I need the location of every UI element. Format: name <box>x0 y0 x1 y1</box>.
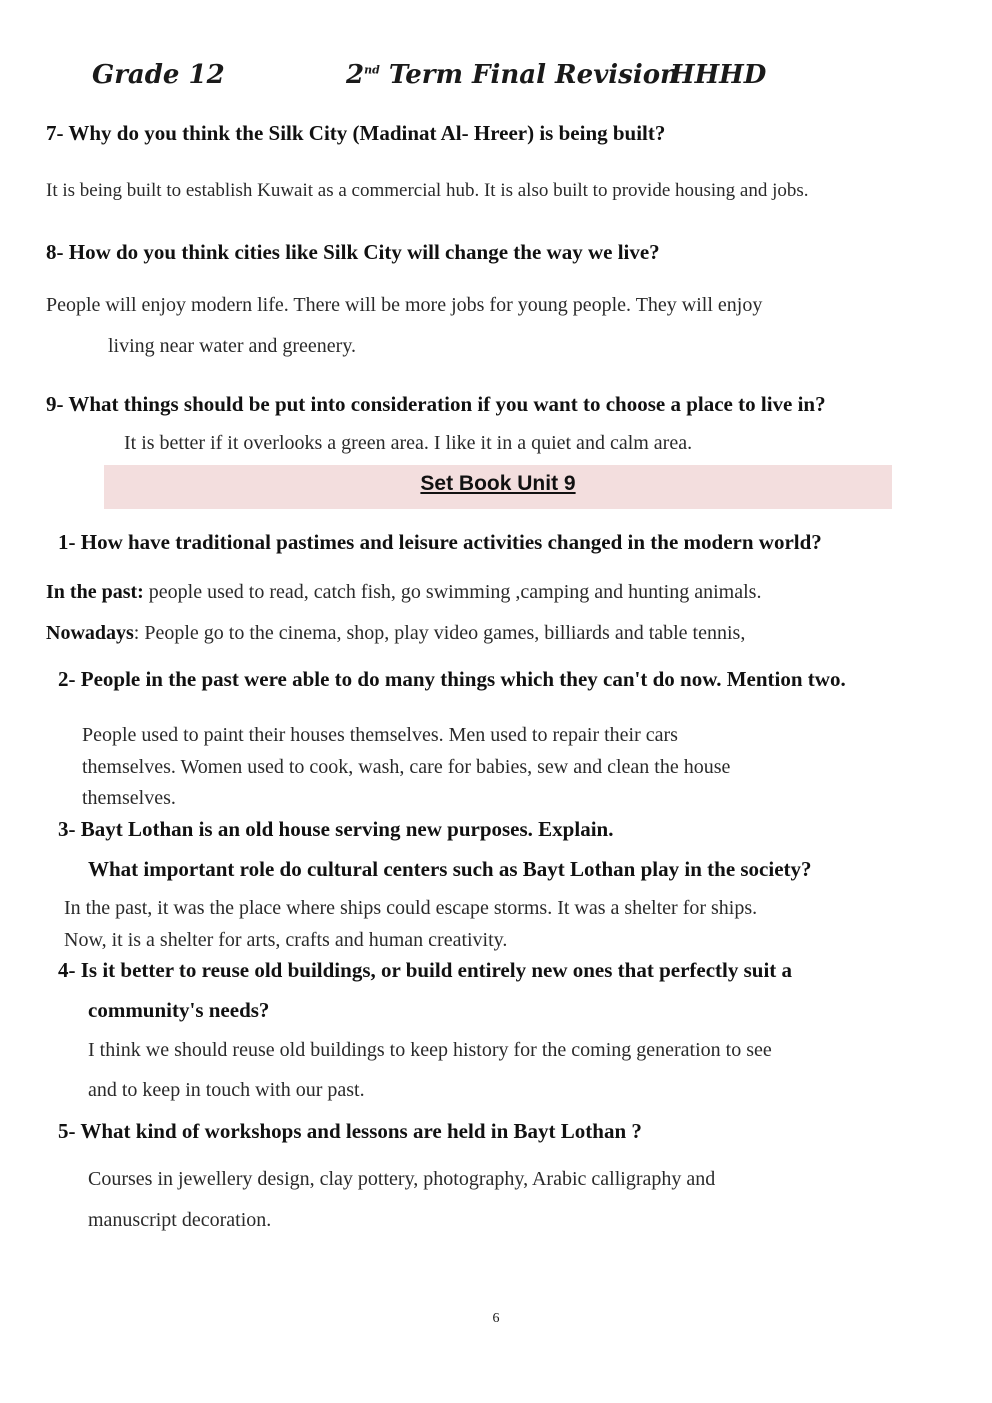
now-text: : People go to the cinema, shop, play video games, billiards and table tennis, <box>133 622 746 644</box>
unit9-question-3: 3- Bayt Lothan is an old house serving new purposes. Explain. <box>58 817 614 841</box>
author-initials: HHHD <box>670 60 767 90</box>
unit9-answer-1-now <box>46 622 745 645</box>
now-label: Nowadays <box>46 622 134 644</box>
question-8: 8- How do you think cities like Silk City will change the way we live? <box>46 240 660 264</box>
term-title <box>346 60 679 90</box>
unit9-answer-5-line-1: Courses in jewellery design, clay pottery, photography, Arabic calligraphy and <box>88 1168 716 1190</box>
question-7: 7- Why do you think the Silk City (Madinat Al- Hreer) is being built? <box>46 121 666 145</box>
unit9-answer-2-line-3: themselves. <box>82 787 176 809</box>
unit9-question-5: 5- What kind of workshops and lessons are held in Bayt Lothan ? <box>58 1119 642 1143</box>
grade-label: Grade 12 <box>92 60 225 90</box>
term-title-text: Term Final Revision <box>388 60 679 90</box>
unit9-answer-2-line-1: People used to paint their houses themselves. Men used to repair their cars <box>82 724 678 746</box>
unit9-question-2: 2- People in the past were able to do many things which they can't do now. Mention two. <box>58 667 846 691</box>
past-label: In the past: <box>46 581 144 603</box>
answer-9: It is better if it overlooks a green area. I like it in a quiet and calm area. <box>124 432 693 454</box>
unit9-answer-5-line-2: manuscript decoration. <box>88 1209 272 1231</box>
unit9-question-4-line-2: community's needs? <box>88 998 270 1022</box>
term-suffix: nd <box>364 63 380 77</box>
answer-8-line-2: living near water and greenery. <box>108 335 357 357</box>
unit9-answer-3-line-1: In the past, it was the place where ships could escape storms. It was a shelter for ships. <box>64 897 758 919</box>
unit9-answer-4-line-1: I think we should reuse old buildings to keep history for the coming generation to see <box>88 1039 772 1061</box>
unit9-answer-2-line-2: themselves. Women used to cook, wash, care for babies, sew and clean the house <box>82 756 731 778</box>
unit9-answer-1-past <box>46 581 761 604</box>
term-number: 2 <box>346 60 365 90</box>
unit9-question-1: 1- How have traditional pastimes and leisure activities changed in the modern world? <box>58 530 822 554</box>
unit9-question-3b: What important role do cultural centers such as Bayt Lothan play in the society? <box>88 857 812 881</box>
answer-7: It is being built to establish Kuwait as a commercial hub. It is also built to provide housing and jobs. <box>46 180 809 201</box>
unit9-question-4-line-1: 4- Is it better to reuse old buildings, or build entirely new ones that perfectly suit a <box>58 958 793 982</box>
unit-banner-title: Set Book Unit 9 <box>420 472 576 495</box>
unit-banner <box>104 465 892 509</box>
unit9-answer-3-line-2: Now, it is a shelter for arts, crafts and human creativity. <box>64 929 508 951</box>
past-text: people used to read, catch fish, go swimming ,camping and hunting animals. <box>143 581 762 603</box>
page-number: 6 <box>492 1311 500 1326</box>
answer-8-line-1: People will enjoy modern life. There will be more jobs for young people. They will enjoy <box>46 294 763 316</box>
question-9: 9- What things should be put into consideration if you want to choose a place to live in? <box>46 392 826 416</box>
unit9-answer-4-line-2: and to keep in touch with our past. <box>88 1079 365 1101</box>
